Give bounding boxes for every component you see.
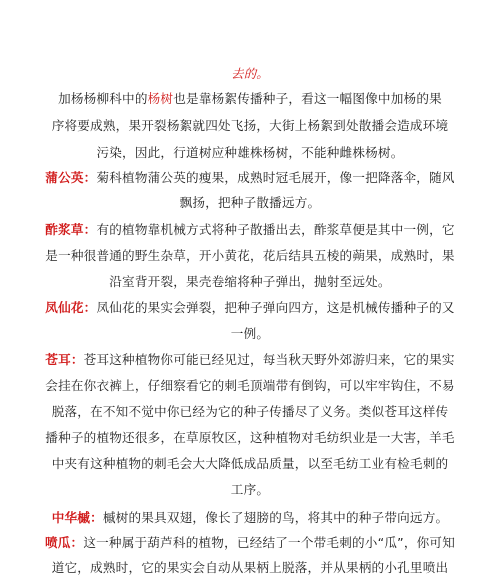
cang-er-line-3: 脱落，在不知不觉中你已经为它的种子传播尽了义务。类似苍耳这样传 [51,404,449,419]
pugongying-line-2: 飘扬，把种子散播远方。 [179,195,321,210]
zhonghuaxie-text-1: 槭树的果具双翅，像长了翅膀的鸟，将其中的种子带向远方。 [102,510,449,525]
zuojiangcao-text-1: 有的植物靠机械方式将种子散播出去，酢浆草便是其中一例，它 [96,222,455,237]
cang-er-line-4: 播种子的植物还很多，在草原牧区，这种植物对毛纺织业是一大害，羊毛 [45,430,455,445]
zuojiangcao-line-2: 是一种很普通的野生杂草，开小黄花，花后结具五棱的蒴果，成熟时，果 [45,248,455,263]
cang-er-line-6: 工序。 [230,482,270,497]
pengua-label: 喷瓜： [44,535,84,550]
yangshu-highlight: 杨树 [147,91,174,106]
yangshu-line-1 [0,89,500,109]
fengxianhua-label: 凤仙花： [45,300,97,315]
zuojiangcao-label: 酢浆草： [45,222,97,237]
pengua-line-2: 道它，成熟时，它的果实会自动从果柄上脱落，并从果柄的小孔里喷出 [51,560,449,575]
zhonghuaxie-line-1 [0,508,500,528]
zuojiangcao-line-3: 沿室背开裂，果壳卷缩将种子弹出，抛射至远处。 [109,274,391,289]
cang-er-line-5: 中夹有这种植物的刺毛会大大降低成品质量，以至毛纺工业有检毛刺的 [51,456,449,471]
pengua-text-1: 这一种属于葫芦科的植物，已经结了一个带毛刺的小“瓜”，你可知 [83,535,456,550]
pengua-line-1 [0,533,500,553]
fengxianhua-line-2: 一例。 [230,326,270,341]
cang-er-text-1: 苍耳这种植物你可能已经见过，每当秋天野外郊游归来，它的果实 [83,352,455,367]
fengxianhua-text-1: 凤仙花的果实会弹裂，把种子弹向四方，这是机械传播种子的又 [96,300,455,315]
pugongying-line-1 [0,168,500,188]
pugongying-text-1: 菊科植物蒲公英的瘦果，成熟时冠毛展开，像一把降落伞，随风 [96,170,455,185]
yangshu-text-c: 也是靠杨絮传播种子，看这一幅图像中加杨的果 [173,91,442,106]
yangshu-line-3: 污染，因此，行道树应种雄株杨树，不能种雌株杨树。 [96,145,404,160]
cang-er-label: 苍耳： [45,352,84,367]
zuojiangcao-line-1 [0,220,500,240]
yangshu-text-a: 加杨杨柳科中的 [58,91,148,106]
zhonghuaxie-label: 中华槭： [51,510,103,525]
yangshu-line-2: 序将要成熟，果开裂杨絮就四处飞扬，大街上杨絮到处散播会造成环境 [51,118,449,133]
cang-er-line-2: 会挂在你衣裤上，仔细察看它的刺毛顶端带有倒钩，可以牢牢钩住，不易 [45,378,455,393]
fengxianhua-line-1 [0,298,500,318]
cang-er-line-1 [0,350,500,370]
pugongying-label: 蒲公英： [45,170,97,185]
fragment-line: 去的。 [231,66,269,81]
